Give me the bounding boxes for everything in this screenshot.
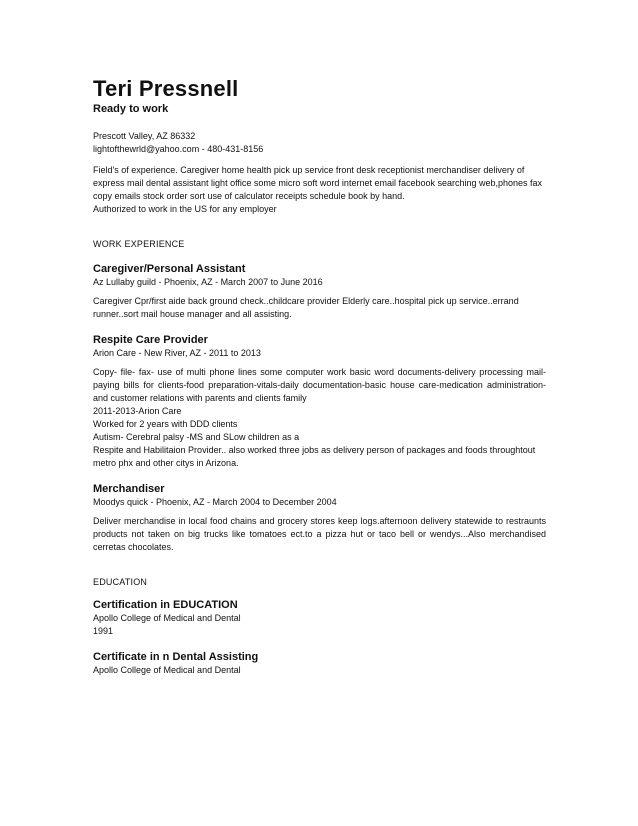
summary-authorization: Authorized to work in the US for any employer [93, 204, 277, 214]
education-school: Apollo College of Medical and Dental [93, 665, 241, 675]
education-school: Apollo College of Medical and Dental [93, 613, 241, 623]
job-description-line: Copy- file- fax- use of multi phone lines some computer work basic word documents-delivery processing mail-paying bills for clients-food preparation-vitals-daily documentation-basic house care-medication administration-and customer relations with parents and clients family [93, 367, 546, 403]
summary-block [93, 164, 546, 216]
job-description-line: 2011-2013-Arion Care [93, 406, 182, 416]
work-experience-heading: WORK EXPERIENCE [93, 239, 185, 249]
job-description [93, 366, 546, 470]
job-entry [93, 262, 546, 321]
resume-page [93, 76, 546, 677]
education-title: Certification in EDUCATION [93, 599, 238, 611]
job-description-line: Deliver merchandise in local food chains and grocery stores keep logs.afternoon delivery statewide to restraunts products not taken on big trucks like tomatoes ect.to a pizza hut or taco bell or wendys...Also merchandised cerretas chocolates. [93, 516, 546, 552]
job-description [93, 295, 546, 321]
job-meta: Az Lullaby guild - Phoenix, AZ - March 2007 to June 2016 [93, 277, 323, 287]
candidate-name: Teri Pressnell [93, 76, 239, 101]
job-title: Merchandiser [93, 483, 165, 495]
job-entry [93, 333, 546, 470]
job-description-line: Worked for 2 years with DDD clients [93, 419, 238, 429]
education-entry [93, 650, 546, 677]
candidate-tagline: Ready to work [93, 103, 169, 115]
candidate-contact: lightofthewrld@yahoo.com - 480-431-8156 [93, 144, 264, 154]
job-meta: Moodys quick - Phoenix, AZ - March 2004 to December 2004 [93, 497, 337, 507]
job-title: Caregiver/Personal Assistant [93, 263, 246, 275]
summary-fields: Field's of experience. Caregiver home health pick up service front desk receptionist merchandiser delivery of express mail dental assistant light office some micro soft word internet email facebook searching web,phones fax copy emails stock order sort use of calculator receipts schedule book by hand. [93, 165, 543, 201]
job-description [93, 515, 546, 554]
education-entry [93, 598, 546, 638]
job-title: Respite Care Provider [93, 334, 208, 346]
education-heading: EDUCATION [93, 577, 148, 587]
job-description-line: Respite and Habilitaion Provider.. also worked three jobs as delivery person of packages and foods throughtout metro phx and other citys in Arizona. [93, 445, 536, 468]
candidate-location: Prescott Valley, AZ 86332 [93, 131, 196, 141]
job-description-line: Caregiver Cpr/first aide back ground check..childcare provider Elderly care..hospital pick up service..errand runner..sort mail house manager and all assisting. [93, 296, 519, 319]
job-entry [93, 482, 546, 554]
job-description-line: Autism- Cerebral palsy -MS and SLow children as a [93, 432, 300, 442]
job-meta: Arion Care - New River, AZ - 2011 to 2013 [93, 348, 261, 358]
education-title: Certificate in n Dental Assisting [93, 651, 259, 663]
education-year: 1991 [93, 626, 114, 636]
